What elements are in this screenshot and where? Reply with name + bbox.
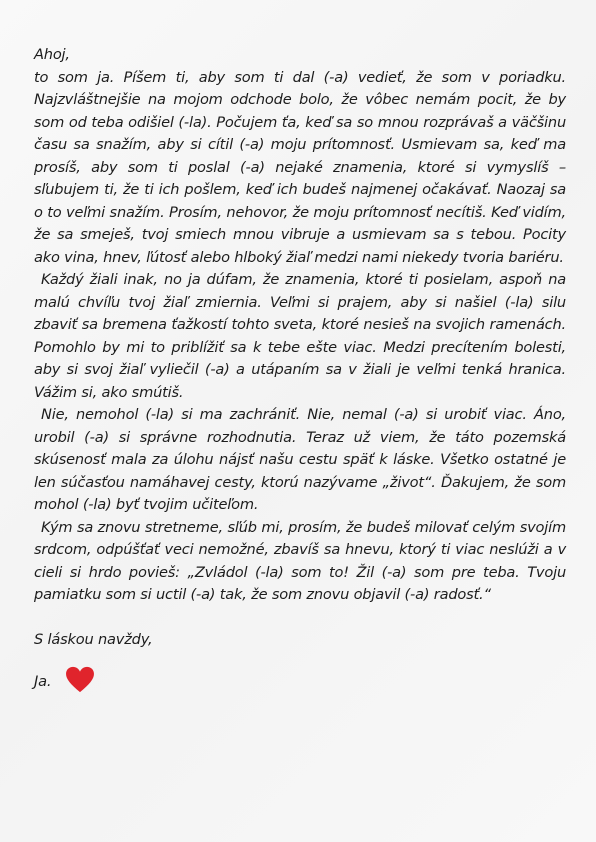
heart-shape bbox=[66, 667, 94, 692]
letter-signature: Ja. bbox=[34, 673, 52, 690]
letter-paragraph-2: Každý žiali inak, no ja dúfam, že znamenia, ktoré ti posielam, aspoň na malú chvíľu tvoj žiaľ zmiernia. Veľmi si prajem, aby si našiel (-la) silu zbaviť sa bremena ťažkostí tohto sveta, ktoré nesieš na svojich ramenách. Pomohlo by mi to priblížiť sa k tebe ešte viac. Medzi precítením bolesti, aby si svoj žiaľ vyliečil (-a) a utápaním sa v žiali je veľmi tenká hranica. Vážim si, ako smútiš. bbox=[34, 271, 566, 401]
letter-closing: S láskou navždy, bbox=[34, 630, 153, 648]
heart-icon bbox=[65, 666, 95, 693]
letter-body bbox=[34, 44, 566, 694]
signature-row bbox=[34, 671, 566, 694]
letter-greeting: Ahoj, bbox=[34, 46, 70, 63]
letter-paragraph-4: Kým sa znovu stretneme, sľúb mi, prosím, že budeš milovať celým svojím srdcom, odpúšťať veci nemožné, zbavíš sa hnevu, ktorý ti viac neslúži a v cieli si hrdo povieš: „Zvládol (-la) som to! Žil (-a) som pre teba. Tvoju pamiatku som si uctil (-a) tak, že som znovu objavil (-a) radosť.“ bbox=[34, 518, 566, 603]
letter-paragraph-3: Nie, nemohol (-la) si ma zachrániť. Nie, nemal (-a) si urobiť viac. Áno, urobil (-a) si správne rozhodnutia. Teraz už viem, že táto pozemská skúsenosť mala za úlohu nájsť našu cestu späť k láske. Všetko ostatné je len súčasťou namáhavej cesty, ktorú nazývame „život“. Ďakujem, že som mohol (-la) byť tvojim učiteľom. bbox=[34, 406, 566, 513]
letter-paragraph-1: to som ja. Píšem ti, aby som ti dal (-a) vedieť, že som v poriadku. Najzvláštnejšie na mojom odchode bolo, že vôbec nemám pocit, že by som od teba odišiel (-la). Počujem ťa, keď sa so mnou rozprávaš a väčšinu času sa snažím, aby si cítil (-a) moju prítomnosť. Usmievam sa, keď ma prosíš, aby som ti poslal (-a) nejaké znamenia, ktoré si vymyslíš – sľubujem ti, že ti ich pošlem, keď ich budeš najmenej očakávať. Naozaj sa o to veľmi snažím. Prosím, nehovor, že moju prítomnosť necítiš. Keď vidím, že sa smeješ, tvoj smiech mnou vibruje a usmievam sa s tebou. Pocity ako vina, hnev, ľútosť alebo hlboký žiaľ medzi nami niekedy tvoria bariéru. bbox=[34, 68, 566, 266]
